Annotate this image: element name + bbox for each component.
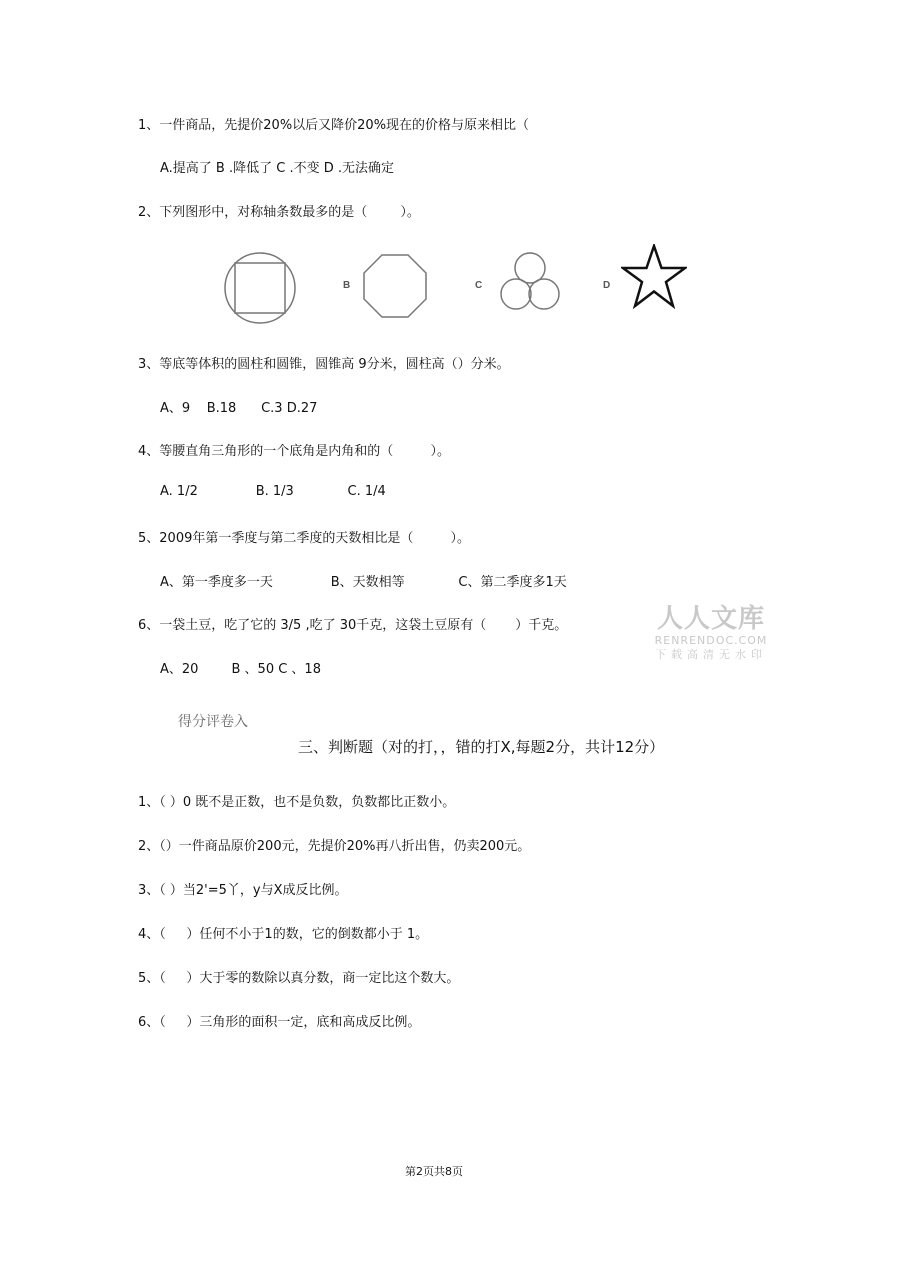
figure-c-circle-right	[529, 279, 559, 309]
question-6-options: A、20 B 、50 C 、18	[160, 662, 321, 677]
figure-c-label: C	[475, 280, 483, 291]
judgment-1: 1、（ ）0 既不是正数，也不是负数，负数都比正数小。	[138, 795, 456, 810]
question-3: 3、等底等体积的圆柱和圆锥，圆锥高 9分米，圆柱高（）分米。	[138, 357, 510, 372]
question-5: 5、2009年第一季度与第二季度的天数相比是（ ）。	[138, 531, 471, 546]
figure-c-three-circles	[497, 248, 563, 314]
question-1-options: A.提高了 B .降低了 C .不变 D .无法确定	[160, 161, 394, 176]
page-footer: 第2页共8页	[405, 1165, 463, 1178]
judgment-2: 2、（）一件商品原价200元，先提价20%再八折出售，仍卖200元。	[138, 839, 531, 854]
question-6: 6、一袋土豆，吃了它的 3/5 ,吃了 30千克，这袋土豆原有（ ）千克。	[138, 618, 568, 633]
judgment-5: 5、（ ）大于零的数除以真分数，商一定比这个数大。	[138, 971, 460, 986]
figure-d-label: D	[603, 280, 611, 291]
question-3-options: A、9 B.18 C.3 D.27	[160, 401, 318, 416]
question-1: 1、一件商品，先提价20%以后又降价20%现在的价格与原来相比（	[138, 118, 530, 133]
watermark-slogan: 下载高清无水印	[655, 648, 767, 661]
figure-a-square	[235, 263, 285, 313]
watermark-url: RENRENDOC.COM	[654, 634, 768, 647]
judgment-6: 6、（ ）三角形的面积一定，底和高成反比例。	[138, 1015, 421, 1030]
figure-b-octagon	[362, 253, 428, 319]
judgment-3: 3、（ ）当2'=5丫，y与X成反比例。	[138, 883, 348, 898]
question-2: 2、下列图形中，对称轴条数最多的是（ ）。	[138, 205, 420, 220]
question-4-options: A. 1/2 B. 1/3 C. 1/4	[160, 484, 386, 499]
watermark	[646, 604, 776, 662]
section-title: 三、判断题（对的打，，错的打X,每题2分，共计12分）	[298, 738, 665, 756]
figure-b-label: B	[343, 280, 351, 291]
judgment-4: 4、（ ）任何不小于1的数，它的倒数都小于 1。	[138, 927, 429, 942]
figure-c-circle-left	[501, 279, 531, 309]
question-4: 4、等腰直角三角形的一个底角是内角和的（ ）。	[138, 444, 450, 459]
figure-d-star	[621, 244, 687, 310]
score-box-label: 得分评卷入	[178, 714, 248, 730]
question-5-options: A、第一季度多一天 B、天数相等 C、第二季度多1天	[160, 575, 567, 590]
figure-c-circle-top	[515, 253, 545, 283]
figure-a-circle-square	[222, 250, 298, 326]
watermark-brand: 人人文库	[656, 604, 765, 634]
